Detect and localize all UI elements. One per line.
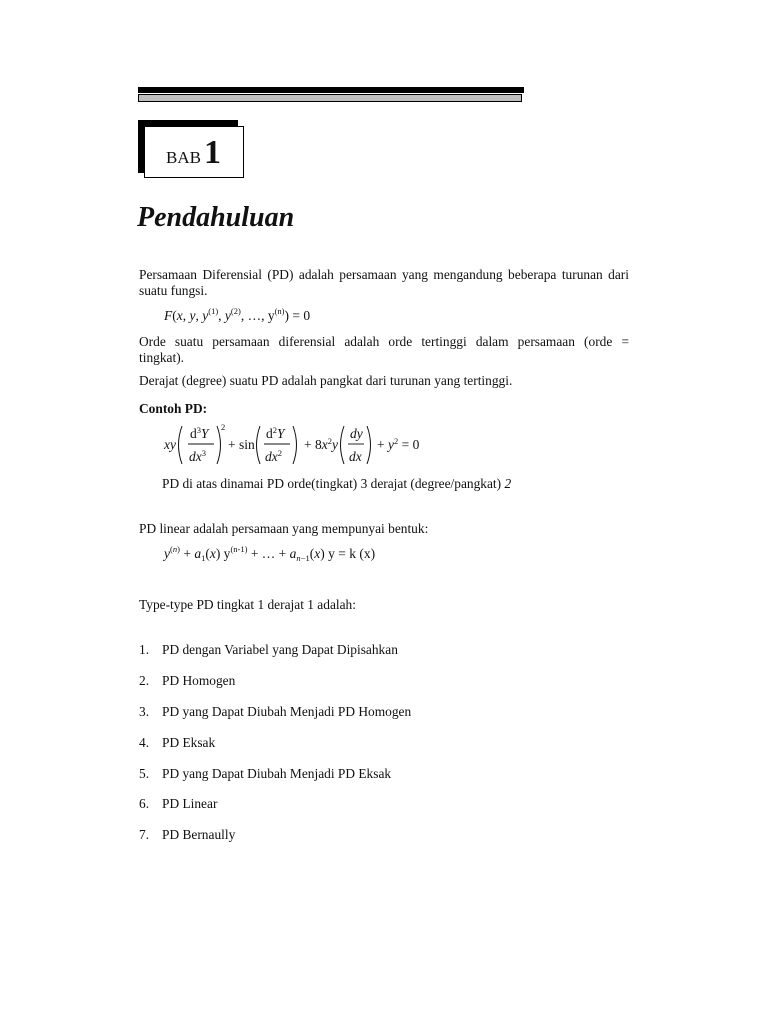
- intro-paragraph-1: [139, 267, 629, 299]
- list-item: PD yang Dapat Diubah Menjadi PD Eksak: [162, 766, 392, 781]
- list-item: PD Linear: [162, 796, 218, 811]
- list-item: PD Bernaully: [162, 827, 236, 842]
- intro-p1-line1: Persamaan Diferensial (PD) adalah persamaan yang mengandung beberapa turunan dari: [139, 267, 629, 282]
- list-item-number: 1.: [139, 642, 150, 657]
- list-item-number: 2.: [139, 673, 150, 688]
- svg-text:dx2: $dx^2$: [265, 448, 282, 464]
- example-heading: Contoh PD:: [139, 401, 208, 416]
- intro-p1-line2: suatu fungsi.: [139, 283, 208, 298]
- equation-general-form: F(x, y, $y^{(1)}$, $y^{(2)}$, …, $y^{(n)}) = 0$: [164, 306, 311, 323]
- svg-text:d2Y: $d^2Y$: [266, 425, 285, 441]
- equation-linear-form: $y^{(n)} + a_1(x) y^{(n-1)}$ + … + $a_{n-1}(x) y = k$ (x): [164, 544, 376, 563]
- intro-paragraph-2: [139, 334, 629, 366]
- intro-p2-line2: tingkat).: [139, 350, 184, 365]
- svg-text:dx: dx: [349, 449, 362, 464]
- list-item-number: 7.: [139, 827, 150, 842]
- chapter-label: BAB: [166, 148, 201, 167]
- equation-example: [158, 418, 420, 472]
- example-note: [162, 476, 622, 492]
- header-rule-bottom: [138, 94, 522, 102]
- list-item-number: 6.: [139, 796, 150, 811]
- svg-text:+ y2 = 0: + $y^2 = 0$: [377, 436, 420, 452]
- list-item: PD Eksak: [162, 735, 216, 750]
- list-item-number: 3.: [139, 704, 150, 719]
- chapter-number: 1: [204, 134, 221, 171]
- header-rule-top: [138, 87, 524, 93]
- list-item: PD dengan Variabel yang Dapat Dipisahkan: [162, 642, 398, 657]
- svg-text:d3Y: $d^3Y$: [190, 425, 209, 441]
- svg-text:dy: dy: [350, 426, 363, 441]
- list-item: PD Homogen: [162, 673, 236, 688]
- list-item-number: 4.: [139, 735, 150, 750]
- svg-text:dx3: $dx^3$: [189, 448, 206, 464]
- intro-paragraph-3: Derajat (degree) suatu PD adalah pangkat dari turunan yang tertinggi.: [139, 373, 513, 388]
- list-item: PD yang Dapat Diubah Menjadi PD Homogen: [162, 704, 412, 719]
- svg-text:2: 2: [221, 422, 226, 432]
- svg-text:+ sin: + sin: [228, 437, 255, 452]
- intro-p2-line1: Orde suatu persamaan diferensial adalah orde tertinggi dalam persamaan (orde =: [139, 334, 629, 349]
- linear-text: PD linear adalah persamaan yang mempunyai bentuk:: [139, 521, 429, 536]
- types-heading: Type-type PD tingkat 1 derajat 1 adalah:: [139, 597, 356, 612]
- example-note-text: PD di atas dinamai PD orde(tingkat) 3 derajat (degree/pangkat): [162, 476, 502, 491]
- svg-text:+ 8x2y: + $8x^2y$: [304, 436, 338, 452]
- list-item-number: 5.: [139, 766, 150, 781]
- chapter-title: Pendahuluan: [137, 202, 295, 233]
- example-note-value: 2: [504, 476, 512, 491]
- svg-text:xy: xy: [164, 437, 176, 452]
